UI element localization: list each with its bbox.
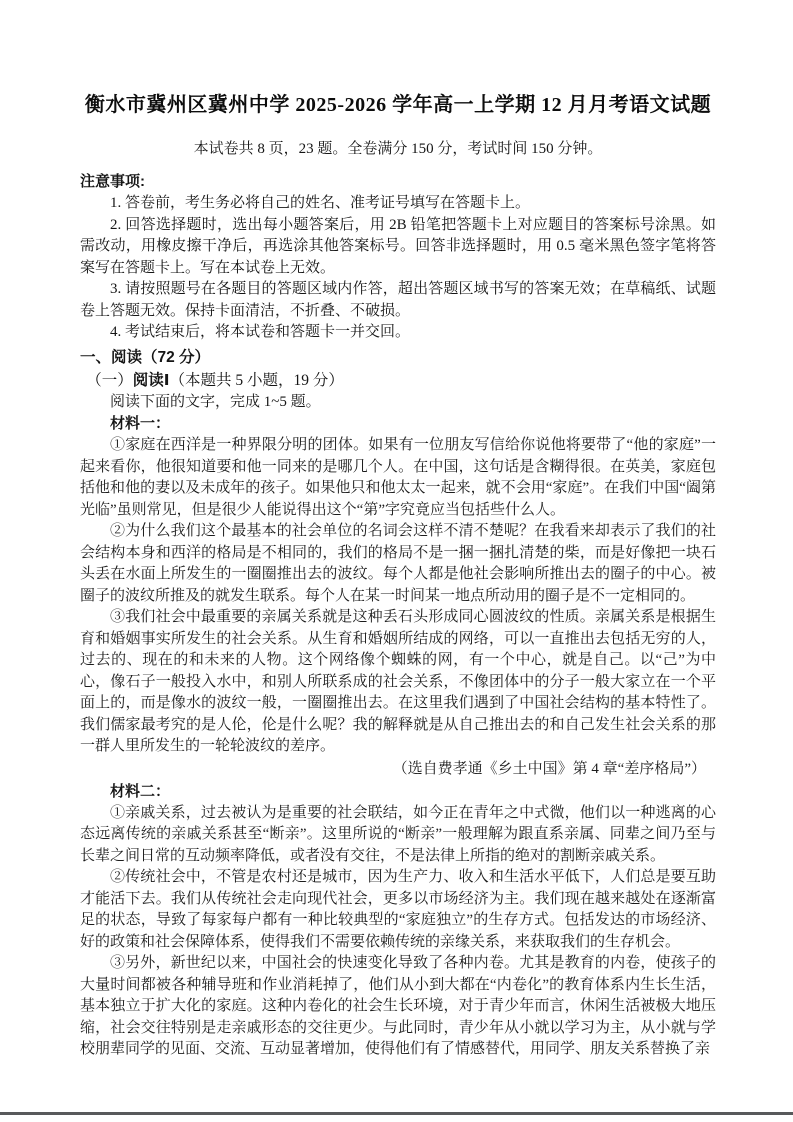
section-heading-reading: 一、阅读（72 分） bbox=[80, 348, 211, 366]
exam-meta-line: 本试卷共 8 页，23 题。全卷满分 150 分，考试时间 150 分钟。 bbox=[193, 141, 603, 157]
material-two-label: 材料二： bbox=[110, 782, 171, 800]
notice-item-1: 1. 答卷前，考生务必将自己的姓名、准考证号填写在答题卡上。 bbox=[110, 195, 531, 211]
page-title: 衡水市冀州区冀州中学 2025-2026 学年高一上学期 12 月月考语文试题 bbox=[84, 94, 712, 116]
material-one-paragraph-2: ②为什么我们这个最基本的社会单位的名词会这样不清不楚呢？在我看来却表示了我们的社会结构本身和西洋的格局是不相同的，我们的格局不是一捆一捆扎清楚的柴，而是好像把一块石头丢在水面上所发生的一圈圈推出去的波纹。每个人都是他社会影响所推出去的圈子的中心。被圈子的波纹所推及的就发生联系。每个人在某一时间某一地点所动用的圈子是不一定相同的。 bbox=[80, 523, 716, 604]
subsection-heading-reading-1 bbox=[80, 369, 716, 392]
material-two-paragraph-3: ③另外，新世纪以来，中国社会的快速变化导致了各种内卷。尤其是教育的内卷，使孩子的大量时间都被各种辅导班和作业消耗掉了，他们从小到大都在“内卷化”的教育体系内生长生活，基本独立于扩大化的家庭。这种内卷化的社会生长环境，对于青少年而言，休闲生活被极大地压缩，社会交往特别是走亲戚形态的交往更少。与此同时，青少年从小就以学习为主，从小就与学校朋辈同学的见面、交流、互动显著增加，使得他们有了情感替代，用同学、朋友关系替换了亲 bbox=[80, 955, 716, 1057]
material-two-paragraph-2: ②传统社会中，不管是农村还是城市，因为生产力、收入和生活水平低下，人们总是要互助才能活下去。我们从传统社会走向现代社会，更多以市场经济为主。我们现在越来越处在逐渐富足的状态，导致了每家每户都有一种比较典型的“家庭独立”的生存方式。包括发达的市场经济、好的政策和社会保障体系，使得我们不需要依赖传统的亲缘关系，来获取我们的生存机会。 bbox=[80, 869, 716, 950]
material-one-source: （选自费孝通《乡土中国》第 4 章“差序格局”） bbox=[392, 760, 706, 777]
subsection-info: （本题共 5 小题，19 分） bbox=[169, 371, 344, 389]
notice-heading: 注意事项: bbox=[80, 173, 145, 190]
subsection-title: 阅读Ⅰ bbox=[132, 371, 170, 389]
page-content bbox=[80, 92, 716, 1061]
notice-item-2: 2. 回答选择题时，选出每小题答案后，用 2B 铅笔把答题卡上对应题目的答案标号涂黑。如需改动，用橡皮擦干净后，再选涂其他答案标号。回答非选择题时，用 0.5 毫米黑色签字笔将答案写在答题卡上。写在本试卷上无效。 bbox=[80, 216, 716, 276]
material-one-label: 材料一： bbox=[110, 415, 171, 432]
subsection-prefix: （一） bbox=[86, 371, 133, 389]
material-one-paragraph-3: ③我们社会中最重要的亲属关系就是这种丢石头形成同心圆波纹的性质。亲属关系是根据生育和婚姻事实所发生的社会关系。从生育和婚姻所结成的网络，可以一直推出去包括无穷的人，过去的、现在的和未来的人物。这个网络像个蜘蛛的网，有一个中心，就是自己。以“己”为中心，像石子一般投入水中，和别人所联系成的社会关系，不像团体中的分子一般大家立在一个平面上的，而是像水的波纹一般，一圈圈推出去。在这里我们遇到了中国社会结构的基本特性了。我们儒家最考究的是人伦，伦是什么呢？我的解释就是从自己推出去的和自己发生社会关系的那一群人里所发生的一轮轮波纹的差序。 bbox=[80, 609, 716, 754]
material-two-paragraph-1: ①亲戚关系，过去被认为是重要的社会联结，如今正在青年之中式微，他们以一种逃离的心态远离传统的亲戚关系甚至“断亲”。这里所说的“断亲”一般理解为跟直系亲属、同辈之间乃至与长辈之间日常的互动频率降低，或者没有交往，不是法律上所指的绝对的割断亲戚关系。 bbox=[80, 804, 716, 864]
notice-item-3: 3. 请按照题号在各题目的答题区域内作答，超出答题区域书写的答案无效；在草稿纸、试题卷上答题无效。保持卡面清洁，不折叠、不破损。 bbox=[80, 281, 716, 319]
material-one-paragraph-1: ①家庭在西洋是一种界限分明的团体。如果有一位朋友写信给你说他将要带了“他的家庭”一起来看你，他很知道要和他一同来的是哪几个人。在中国，这句话是含糊得很。在英美，家庭包括他和他的妻以及未成年的孩子。如果他只和他太太一起来，就不会用“家庭”。在我们中国“阖第光临”虽则常见，但是很少人能说得出这个“第”字究竟应当包括些什么人。 bbox=[80, 437, 716, 518]
page-bottom-divider bbox=[0, 1112, 793, 1115]
reading-instruction: 阅读下面的文字，完成 1~5 题。 bbox=[110, 393, 321, 410]
notice-item-4: 4. 考试结束后，将本试卷和答题卡一并交回。 bbox=[110, 324, 411, 340]
